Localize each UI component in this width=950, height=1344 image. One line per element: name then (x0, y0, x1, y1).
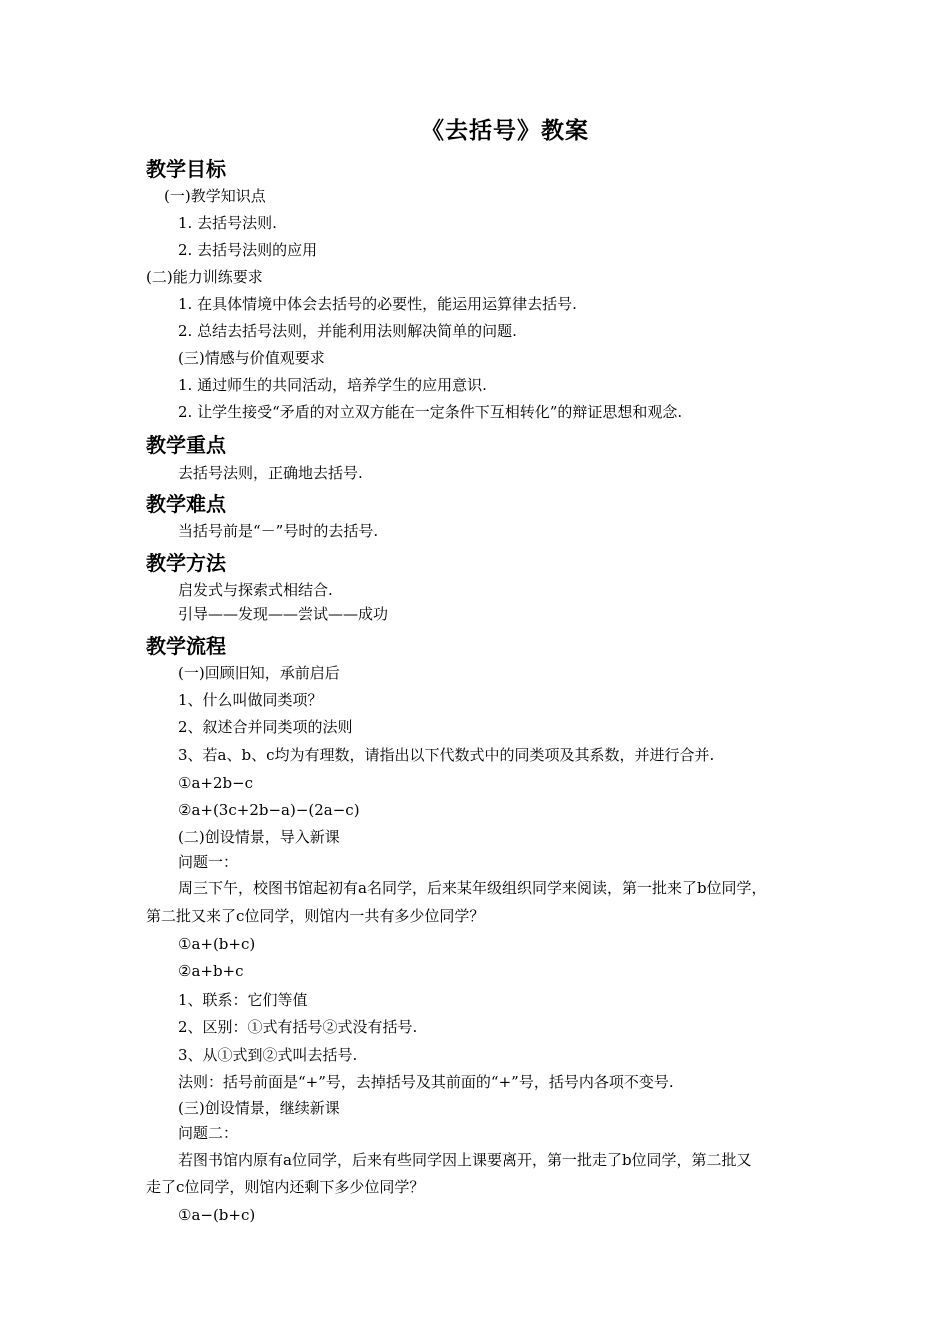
process-line: 2、叙述合并同类项的法则 (178, 718, 353, 736)
process-line: 1、联系：它们等值 (178, 991, 308, 1009)
process-line: (三)创设情景，继续新课 (178, 1099, 340, 1117)
process-line: 周三下午，校图书馆起初有a名同学，后来某年级组织同学来阅读，第一批来了b位同学， (178, 879, 767, 897)
process-line: 1、什么叫做同类项？ (178, 691, 323, 709)
process-line: ①a−(b+c) (178, 1206, 256, 1224)
process-line: 走了c位同学，则馆内还剩下多少位同学？ (146, 1178, 425, 1196)
process-line: ②a+(3c+2b−a)−(2a−c) (178, 801, 360, 819)
knowledge-item: 2. 去括号法则的应用 (178, 241, 318, 259)
process-line: 第二批又来了c位同学，则馆内一共有多少位同学？ (146, 907, 485, 925)
process-line: ①a+(b+c) (178, 935, 256, 953)
process-line: 3、从①式到②式叫去括号. (178, 1046, 358, 1064)
difficulty-text: 当括号前是“－”号时的去括号. (178, 522, 379, 540)
ability-label: (二)能力训练要求 (146, 268, 263, 286)
process-line: 法则：括号前面是“+”号，去掉括号及其前面的“+”号，括号内各项不变号. (178, 1073, 674, 1091)
process-line: 问题二： (178, 1124, 239, 1142)
emotion-label: (三)情感与价值观要求 (178, 349, 325, 367)
process-line: ①a+2b−c (178, 774, 254, 792)
emotion-item: 1. 通过师生的共同活动，培养学生的应用意识. (178, 376, 487, 394)
heading-difficulty: 教学难点 (146, 492, 226, 516)
process-line: 问题一： (178, 853, 239, 871)
process-line: 2、区别：①式有括号②式没有括号. (178, 1018, 418, 1036)
heading-method: 教学方法 (146, 551, 226, 575)
heading-key-points: 教学重点 (146, 433, 226, 457)
key-points-text: 去括号法则，正确地去括号. (178, 464, 363, 482)
process-line: (一)回顾旧知，承前启后 (178, 664, 340, 682)
method-line: 引导——发现——尝试——成功 (178, 605, 389, 623)
process-line: (二)创设情景，导入新课 (178, 828, 340, 846)
heading-process: 教学流程 (146, 634, 226, 658)
heading-goals: 教学目标 (146, 157, 226, 181)
ability-item: 2. 总结去括号法则，并能利用法则解决简单的问题. (178, 322, 517, 340)
process-line: 3、若a、b、c均为有理数，请指出以下代数式中的同类项及其系数，并进行合并. (178, 746, 715, 764)
ability-item: 1. 在具体情境中体会去括号的必要性，能运用运算律去括号. (178, 295, 577, 313)
knowledge-item: 1. 去括号法则. (178, 214, 277, 232)
emotion-item: 2. 让学生接受“矛盾的对立双方能在一定条件下互相转化”的辩证思想和观念. (178, 403, 683, 421)
method-line: 启发式与探索式相结合. (178, 581, 333, 599)
document-title: 《去括号》教案 (421, 118, 589, 144)
process-line: ②a+b+c (178, 962, 244, 980)
process-line: 若图书馆内原有a位同学，后来有些同学因上课要离开，第一批走了b位同学，第二批又 (178, 1151, 752, 1169)
knowledge-label: (一)教学知识点 (164, 187, 266, 205)
